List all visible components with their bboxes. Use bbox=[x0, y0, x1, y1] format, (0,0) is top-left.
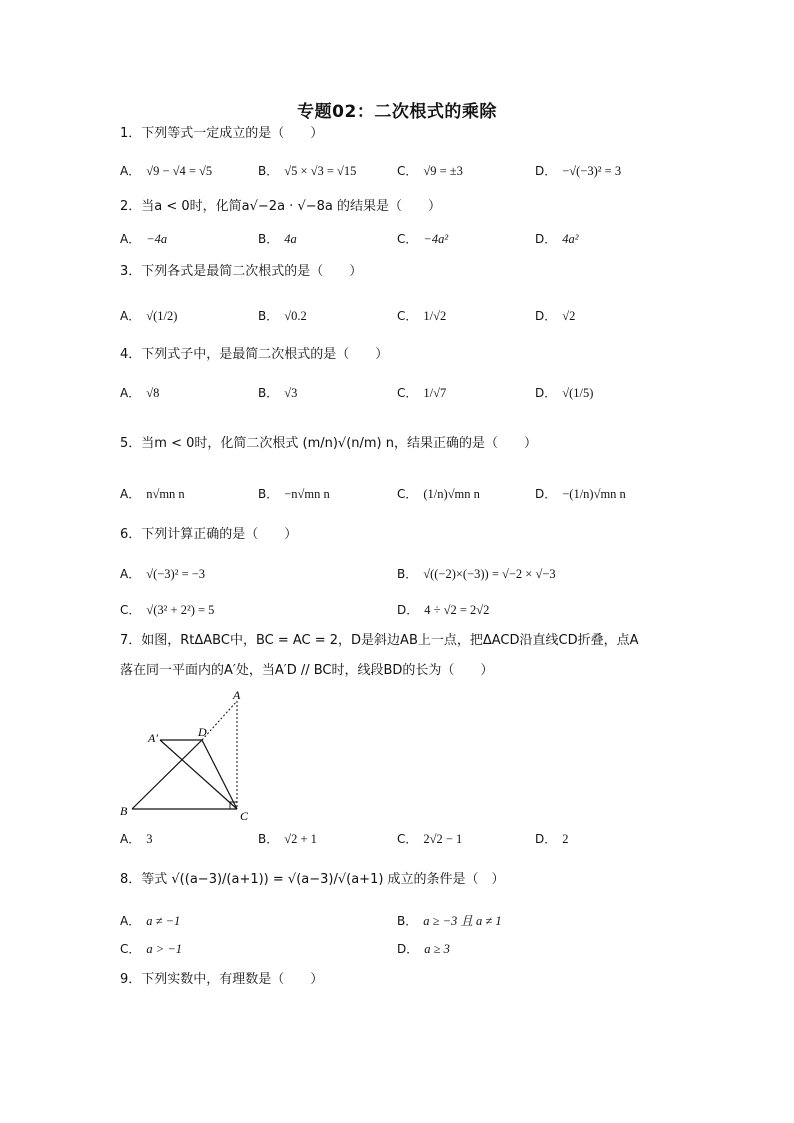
question-2-stem: 2．当a < 0时，化简a√−2a · √−8a 的结果是（ ） bbox=[120, 199, 441, 214]
q2-option-b[interactable]: B． 4a bbox=[258, 232, 297, 246]
q2-option-a[interactable]: A． −4a bbox=[120, 232, 168, 246]
figure-label-a: A bbox=[233, 688, 241, 702]
q1-option-d[interactable]: D． −√(−3)² = 3 bbox=[535, 164, 622, 178]
q6-option-c[interactable]: C． √(3² + 2²) = 5 bbox=[120, 603, 215, 617]
question-6-stem: 6．下列计算正确的是（ ） bbox=[120, 527, 298, 542]
triangle-figure bbox=[110, 688, 270, 826]
q6-option-b[interactable]: B． √((−2)×(−3)) = √−2 × √−3 bbox=[397, 567, 556, 581]
q2-option-d[interactable]: D． 4a² bbox=[535, 232, 579, 246]
q7-option-c[interactable]: C． 2√2 − 1 bbox=[397, 832, 463, 846]
q4-option-a[interactable]: A． √8 bbox=[120, 386, 160, 400]
q3-option-a[interactable]: A． √(1/2) bbox=[120, 309, 178, 323]
question-8-stem: 8．等式 √((a−3)/(a+1)) = √(a−3)/√(a+1) 成立的条件是（ ） bbox=[120, 872, 505, 887]
q7-option-d[interactable]: D． 2 bbox=[535, 832, 569, 846]
q1-option-a[interactable]: A． √9 − √4 = √5 bbox=[120, 164, 213, 178]
figure-label-a-prime: A′ bbox=[148, 731, 158, 745]
q1-option-b[interactable]: B． √5 × √3 = √15 bbox=[258, 164, 357, 178]
question-4-stem: 4．下列式子中，是最简二次根式的是（ ） bbox=[120, 347, 389, 362]
q8-option-b[interactable]: B． a ≥ −3 且 a ≠ 1 bbox=[397, 914, 502, 928]
q8-option-d[interactable]: D． a ≥ 3 bbox=[397, 942, 450, 956]
question-7-stem: 7．如图，RtΔABC中，BC = AC = 2，D是斜边AB上一点，把ΔACD沿直线CD折叠，点A bbox=[120, 633, 639, 648]
q1-option-c[interactable]: C． √9 = ±3 bbox=[397, 164, 463, 178]
question-5-stem: 5．当m < 0时，化简二次根式 (m/n)√(n/m) n，结果正确的是（ ） bbox=[120, 436, 538, 451]
q4-option-c[interactable]: C． 1/√7 bbox=[397, 386, 447, 400]
q4-option-b[interactable]: B． √3 bbox=[258, 386, 298, 400]
q2-option-c[interactable]: C． −4a² bbox=[397, 232, 449, 246]
q5-option-a[interactable]: A． n√mn n bbox=[120, 487, 185, 501]
figure-label-c: C bbox=[240, 809, 249, 823]
page-title: 专题02：二次根式的乘除 bbox=[297, 102, 497, 122]
question-1-stem: 1．下列等式一定成立的是（ ） bbox=[120, 126, 324, 141]
q3-option-b[interactable]: B． √0.2 bbox=[258, 309, 307, 323]
figure-label-d: D bbox=[198, 725, 207, 739]
q8-option-a[interactable]: A． a ≠ −1 bbox=[120, 914, 181, 928]
q6-option-a[interactable]: A． √(−3)² = −3 bbox=[120, 567, 206, 581]
q4-option-d[interactable]: D． √(1/5) bbox=[535, 386, 594, 400]
figure-label-b: B bbox=[120, 804, 128, 818]
q5-option-d[interactable]: D． −(1/n)√mn n bbox=[535, 487, 626, 501]
q3-option-c[interactable]: C． 1/√2 bbox=[397, 309, 447, 323]
question-9-stem: 9．下列实数中，有理数是（ ） bbox=[120, 972, 324, 987]
question-3-stem: 3．下列各式是最简二次根式的是（ ） bbox=[120, 264, 363, 279]
question-7-stem-line2: 落在同一平面内的A′处，当A′D // BC时，线段BD的长为（ ） bbox=[120, 663, 494, 678]
q5-option-b[interactable]: B． −n√mn n bbox=[258, 487, 330, 501]
q8-option-c[interactable]: C． a > −1 bbox=[120, 942, 183, 956]
q7-option-a[interactable]: A． 3 bbox=[120, 832, 153, 846]
q3-option-d[interactable]: D． √2 bbox=[535, 309, 576, 323]
q5-option-c[interactable]: C． (1/n)√mn n bbox=[397, 487, 480, 501]
q7-option-b[interactable]: B． √2 + 1 bbox=[258, 832, 317, 846]
q6-option-d[interactable]: D． 4 ÷ √2 = 2√2 bbox=[397, 603, 490, 617]
